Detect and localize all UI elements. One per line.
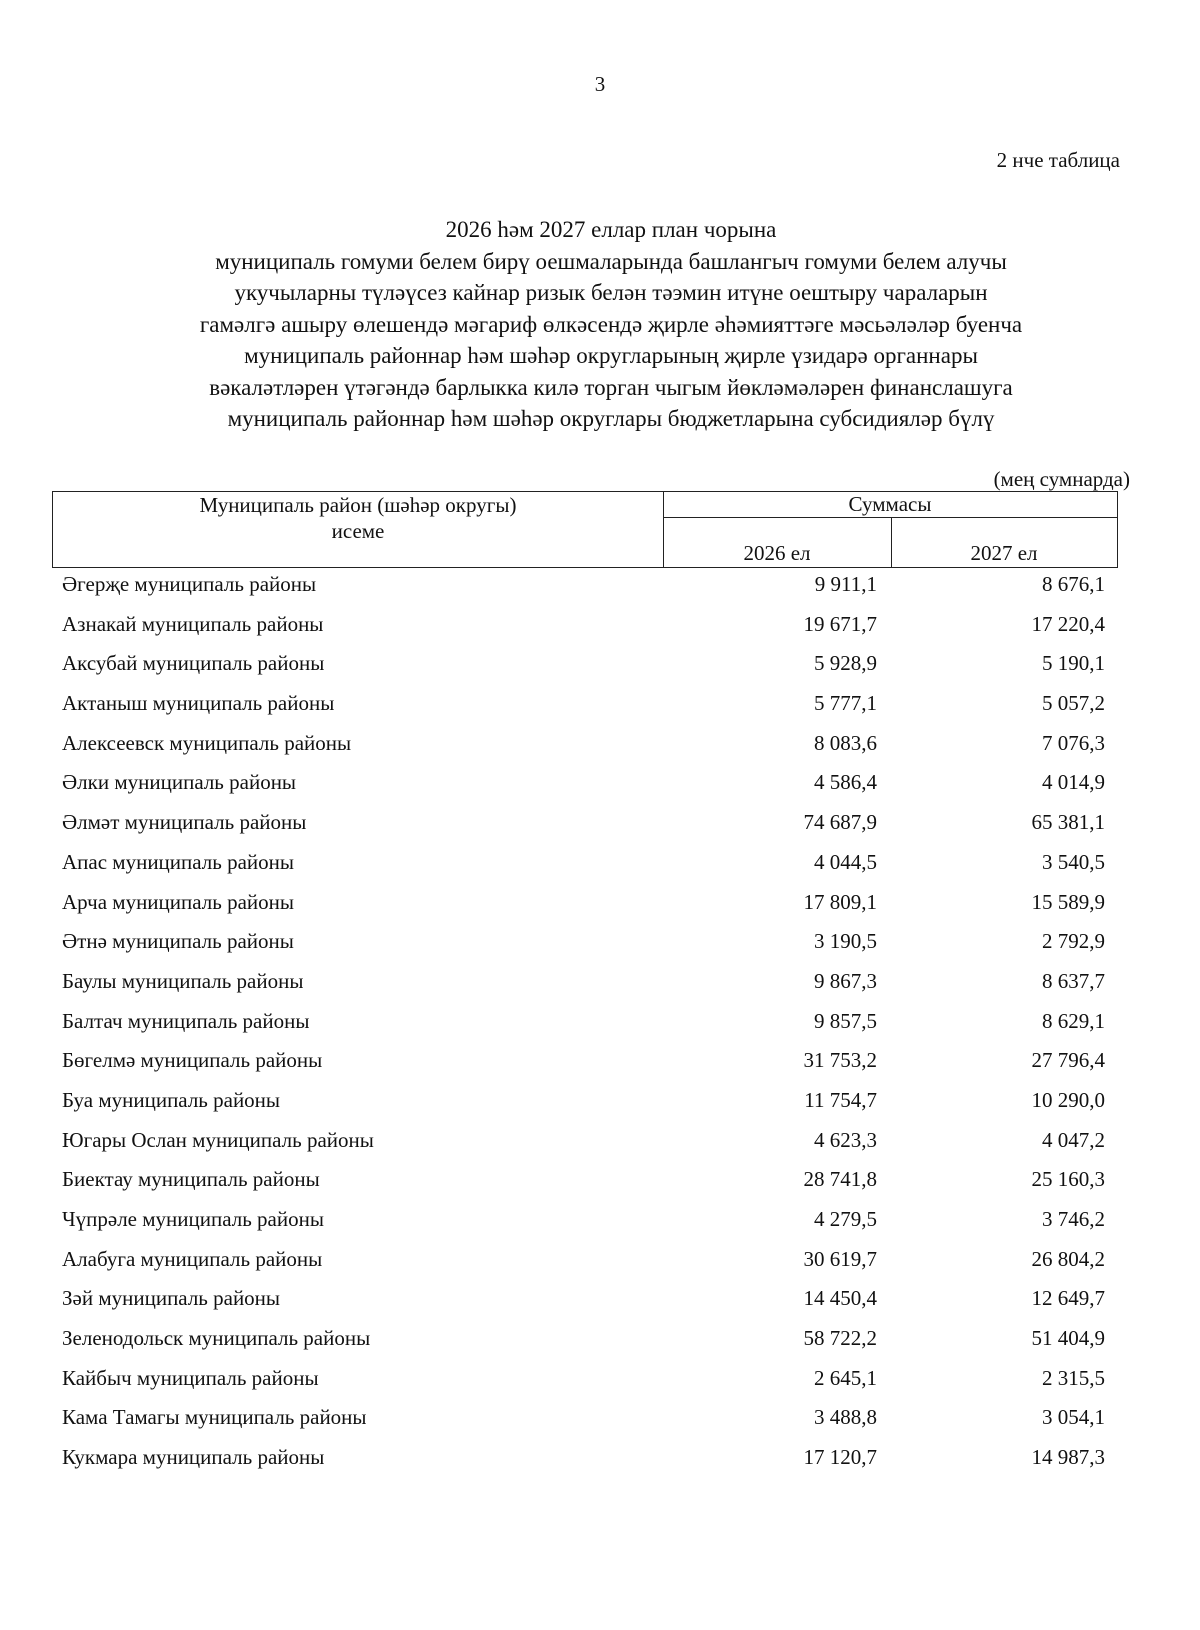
- district-name: Әтнә муниципаль районы: [62, 929, 294, 954]
- amount-2026: 9 867,3: [814, 968, 877, 993]
- district-name: Кама Тамагы муниципаль районы: [62, 1405, 367, 1430]
- amount-2026: 5 777,1: [814, 691, 877, 716]
- amount-2026: 4 044,5: [814, 849, 877, 874]
- amount-2026: 8 083,6: [814, 730, 877, 755]
- district-name: Зеленодольск муниципаль районы: [62, 1326, 371, 1351]
- table-row: [0, 890, 1200, 930]
- district-name: Аксубай муниципаль районы: [62, 651, 325, 676]
- amount-2026: 9 911,1: [814, 572, 877, 596]
- amount-2027: 51 404,9: [1031, 1326, 1105, 1351]
- district-name: Алабуга муниципаль районы: [62, 1246, 323, 1271]
- amount-2027: 3 054,1: [1042, 1405, 1105, 1430]
- table-row: [0, 731, 1200, 771]
- table-row: [0, 929, 1200, 969]
- amount-2027: 27 796,4: [1031, 1048, 1105, 1073]
- amount-2026: 17 809,1: [803, 889, 877, 914]
- amount-2026: 3 488,8: [814, 1405, 877, 1430]
- amount-2027: 5 057,2: [1042, 691, 1105, 716]
- header-name-column: [53, 492, 663, 544]
- district-name: Буа муниципаль районы: [62, 1087, 281, 1112]
- table-row: [0, 1128, 1200, 1168]
- district-name: Югары Ослан муниципаль районы: [62, 1127, 374, 1152]
- district-name: Әлки муниципаль районы: [62, 770, 297, 795]
- amount-2027: 10 290,0: [1031, 1087, 1105, 1112]
- amount-2026: 5 928,9: [814, 651, 877, 676]
- amount-2027: 4 014,9: [1042, 770, 1105, 795]
- header-sum-column: Суммасы: [848, 492, 932, 516]
- table-row: [0, 1286, 1200, 1326]
- title-line: муниципаль районнар һәм шәһәр округлары бюджетларына субсидияләр бүлү: [227, 406, 995, 431]
- table-row: [0, 1366, 1200, 1406]
- district-name: Баулы муниципаль районы: [62, 968, 304, 993]
- amount-2026: 9 857,5: [814, 1008, 877, 1033]
- amount-2026: 17 120,7: [803, 1445, 877, 1470]
- table-header: [52, 491, 1118, 568]
- table-row: [0, 810, 1200, 850]
- header-name-line2: исеме: [331, 519, 385, 543]
- district-name: Азнакай муниципаль районы: [62, 611, 324, 636]
- table-row: [0, 1405, 1200, 1445]
- district-name: Арча муниципаль районы: [62, 889, 294, 914]
- amount-2027: 12 649,7: [1031, 1286, 1105, 1311]
- table-body: [0, 572, 1200, 1485]
- amount-2026: 4 623,3: [814, 1127, 877, 1152]
- amount-2027: 65 381,1: [1031, 810, 1105, 835]
- table-row: [0, 850, 1200, 890]
- table-row: [0, 1167, 1200, 1207]
- amount-2026: 58 722,2: [803, 1326, 877, 1351]
- district-name: Актаныш муниципаль районы: [62, 691, 335, 716]
- table-row: [0, 1247, 1200, 1287]
- table-row: [0, 1009, 1200, 1049]
- header-year-2027: 2027 ел: [970, 541, 1038, 565]
- title-line: гамәлгә ашыру өлешендә мәгариф өлкәсендә җирле әһәмияттәге мәсьәләләр буенча: [199, 311, 1023, 337]
- table-row: [0, 572, 1200, 612]
- amount-2026: 14 450,4: [803, 1286, 877, 1311]
- district-name: Кайбыч муниципаль районы: [62, 1365, 319, 1390]
- table-row: [0, 969, 1200, 1009]
- amount-2027: 7 076,3: [1042, 730, 1105, 755]
- title-line: укучыларны түләүсез кайнар ризык белән тәэмин итүне оештыру чараларын: [234, 280, 988, 305]
- table-row: [0, 691, 1200, 731]
- table-label: 2 нче таблица: [996, 148, 1120, 172]
- header-year-2026: 2026 ел: [743, 541, 811, 565]
- amount-2026: 11 754,7: [804, 1087, 877, 1112]
- header-divider: [663, 517, 1117, 518]
- district-name: Зәй муниципаль районы: [62, 1286, 281, 1311]
- title-line: муниципаль гомуми белем бирү оешмаларында башлангыч гомуми белем алучы: [215, 248, 1007, 274]
- title-line: муниципаль районнар һәм шәһәр округларының җирле үзидарә органнары: [244, 343, 978, 368]
- amount-2026: 31 753,2: [803, 1048, 877, 1073]
- title-line: вәкаләтләрен үтәгәндә барлыкка килә торган чыгым йөкләмәләрен финанслашуга: [209, 374, 1013, 400]
- amount-2027: 8 637,7: [1042, 968, 1105, 993]
- units-note: (мең сумнарда): [993, 467, 1130, 491]
- amount-2026: 4 586,4: [814, 770, 877, 795]
- amount-2026: 74 687,9: [803, 810, 877, 835]
- district-name: Чүпрәле муниципаль районы: [62, 1207, 324, 1231]
- amount-2026: 2 645,1: [814, 1365, 877, 1390]
- table-row: [0, 651, 1200, 691]
- district-name: Биектау муниципаль районы: [62, 1167, 320, 1192]
- district-name: Кукмара муниципаль районы: [62, 1445, 325, 1470]
- amount-2027: 5 190,1: [1042, 651, 1105, 676]
- amount-2027: 8 676,1: [1042, 572, 1105, 596]
- amount-2026: 3 190,5: [814, 929, 877, 954]
- amount-2027: 2 792,9: [1042, 929, 1105, 954]
- amount-2026: 4 279,5: [814, 1207, 877, 1231]
- amount-2027: 25 160,3: [1031, 1167, 1105, 1192]
- table-row: [0, 770, 1200, 810]
- amount-2027: 17 220,4: [1031, 611, 1105, 636]
- document-title: [60, 214, 1162, 435]
- district-name: Әлмәт муниципаль районы: [62, 810, 307, 835]
- table-row: [0, 612, 1200, 652]
- table-row: [0, 1207, 1200, 1247]
- header-name-line1: Муниципаль район (шәһәр округы): [199, 493, 517, 517]
- amount-2027: 2 315,5: [1042, 1365, 1105, 1390]
- amount-2027: 15 589,9: [1031, 889, 1105, 914]
- district-name: Апас муниципаль районы: [62, 849, 294, 874]
- table-row: [0, 1326, 1200, 1366]
- table-row: [0, 1445, 1200, 1485]
- title-line: 2026 һәм 2027 еллар план чорына: [445, 217, 777, 242]
- district-name: Әгерҗе муниципаль районы: [62, 572, 317, 596]
- amount-2026: 30 619,7: [803, 1246, 877, 1271]
- amount-2027: 3 746,2: [1042, 1207, 1105, 1231]
- amount-2027: 14 987,3: [1031, 1445, 1105, 1470]
- amount-2027: 4 047,2: [1042, 1127, 1105, 1152]
- district-name: Бөгелмә муниципаль районы: [62, 1048, 323, 1073]
- amount-2027: 8 629,1: [1042, 1008, 1105, 1033]
- amount-2027: 3 540,5: [1042, 849, 1105, 874]
- table-row: [0, 1088, 1200, 1128]
- district-name: Балтач муниципаль районы: [62, 1008, 310, 1033]
- amount-2026: 19 671,7: [803, 611, 877, 636]
- amount-2027: 26 804,2: [1031, 1246, 1105, 1271]
- amount-2026: 28 741,8: [803, 1167, 877, 1192]
- page-number: 3: [594, 72, 606, 96]
- district-name: Алексеевск муниципаль районы: [62, 730, 352, 755]
- table-row: [0, 1048, 1200, 1088]
